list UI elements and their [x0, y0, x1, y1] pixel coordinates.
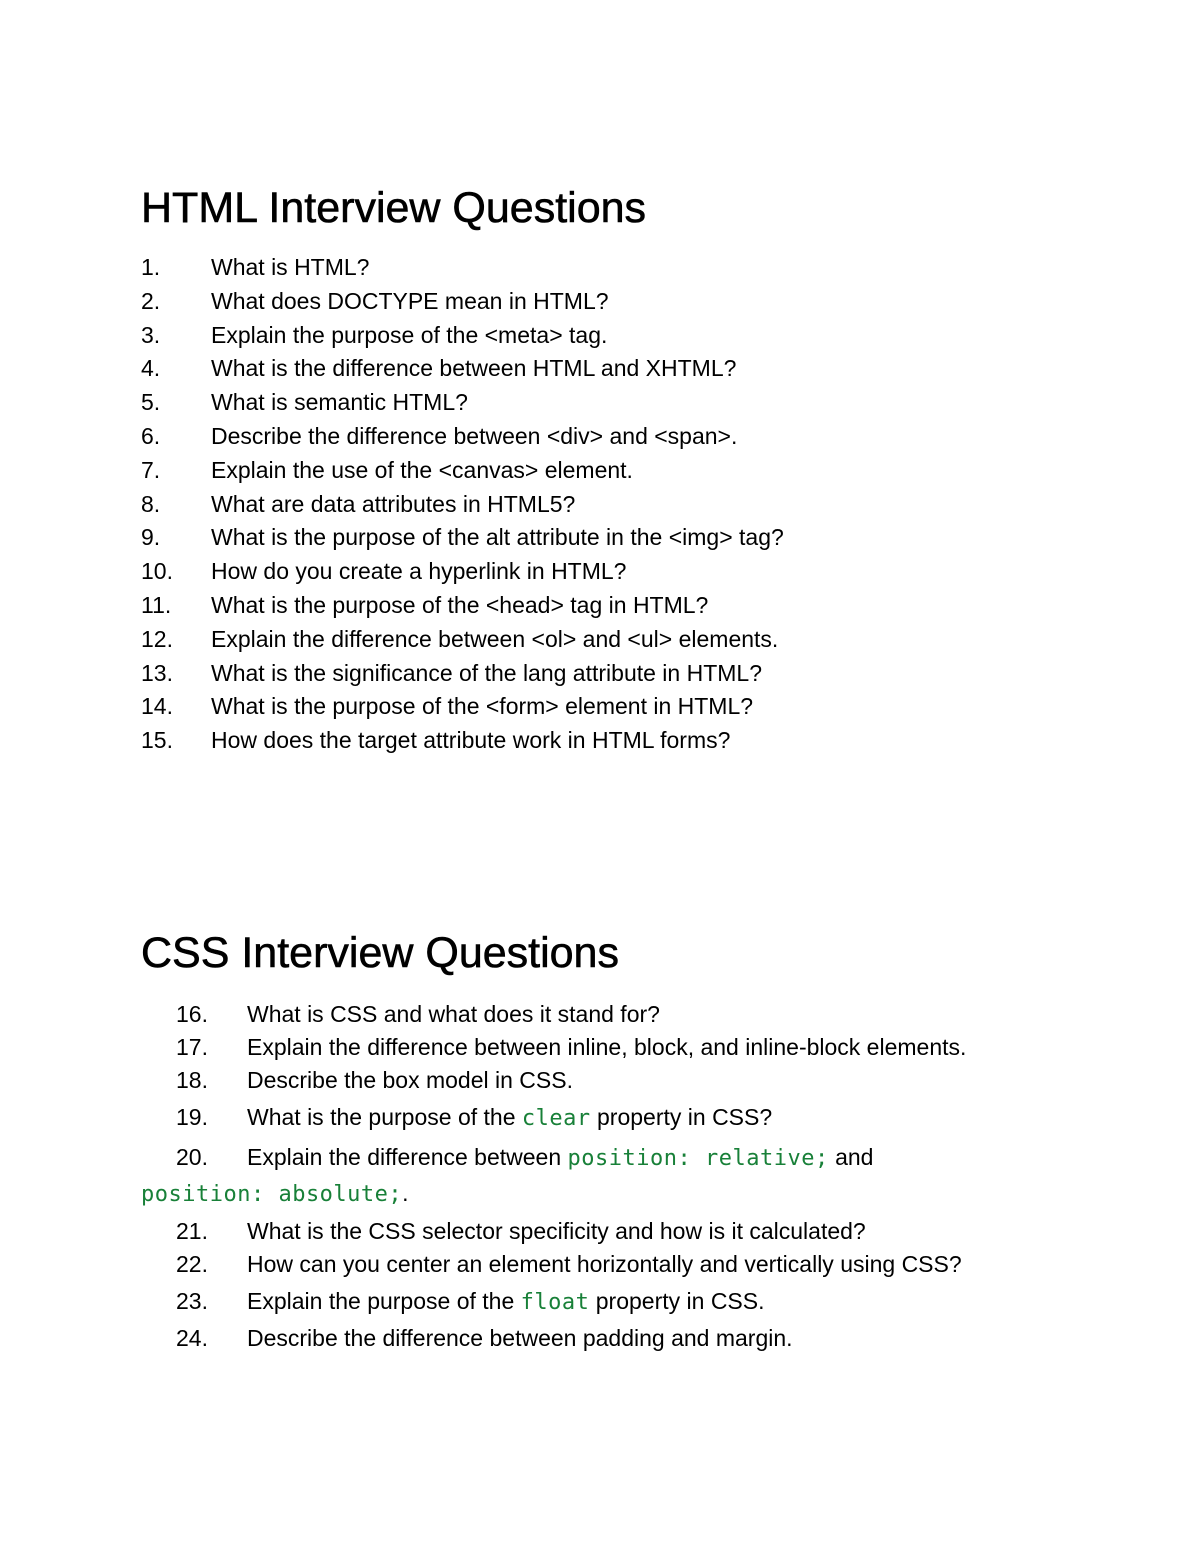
item-number: 1.: [141, 254, 161, 280]
list-item: [176, 1322, 1136, 1355]
list-item: [141, 556, 1141, 590]
item-text: What is semantic HTML?: [211, 389, 468, 416]
list-item: [141, 522, 1141, 556]
list-item: [141, 691, 1141, 725]
item-number: 12.: [141, 625, 173, 652]
list-item: [176, 1141, 1136, 1178]
item-text: How does the target attribute work in HTML forms?: [211, 727, 731, 754]
item-text: [247, 1101, 772, 1135]
list-item-continuation: [141, 1178, 1101, 1215]
item-number: 16.: [176, 1001, 208, 1027]
item-number: 11.: [141, 591, 172, 618]
item-number: 2.: [141, 287, 161, 314]
item-number: 13.: [141, 659, 173, 686]
html-question-list: [141, 252, 1141, 759]
item-text: Explain the use of the <canvas> element.: [211, 456, 633, 483]
item-text: Describe the box model in CSS.: [247, 1067, 573, 1093]
item-number: 24.: [176, 1325, 208, 1351]
html-section-title: HTML Interview Questions: [141, 184, 647, 232]
list-item: [176, 1031, 1136, 1064]
item-number: 15.: [141, 727, 173, 754]
item-text: What are data attributes in HTML5?: [211, 490, 576, 517]
list-item: [141, 624, 1141, 658]
css-question-list: [141, 998, 1136, 1355]
list-item: [141, 658, 1141, 692]
list-item: [141, 286, 1141, 320]
code-snippet: clear: [521, 1106, 591, 1131]
list-item: [141, 455, 1141, 489]
item-number: 14.: [141, 693, 173, 720]
item-text-after: .: [402, 1180, 409, 1206]
item-text-after: property in CSS.: [589, 1288, 765, 1314]
item-number: 6.: [141, 422, 161, 449]
list-item: [176, 1285, 1136, 1322]
item-number: 5.: [141, 389, 161, 416]
item-text: What is the purpose of the alt attribute in the <img> tag?: [211, 524, 784, 551]
list-item: [141, 320, 1141, 354]
item-number: 8.: [141, 490, 161, 517]
item-text: How can you center an element horizontally and vertically using CSS?: [247, 1251, 962, 1277]
item-number: 21.: [176, 1218, 208, 1244]
item-number: 20.: [176, 1144, 208, 1170]
item-text-before: What is the purpose of the: [247, 1104, 522, 1130]
item-number: 17.: [176, 1034, 208, 1060]
item-number: 18.: [176, 1067, 208, 1093]
item-number: 10.: [141, 558, 173, 585]
code-snippet: float: [520, 1290, 590, 1315]
list-item: [176, 998, 1136, 1031]
code-snippet: position: absolute;: [141, 1182, 403, 1207]
list-item: [141, 725, 1141, 759]
item-text: What is the significance of the lang attribute in HTML?: [211, 659, 763, 686]
item-text: Explain the difference between inline, block, and inline-block elements.: [247, 1034, 967, 1060]
item-text: What is the purpose of the <form> element in HTML?: [211, 693, 754, 720]
item-number: 3.: [141, 321, 161, 348]
item-number: 22.: [176, 1251, 208, 1277]
item-number: 9.: [141, 524, 161, 551]
item-number: 23.: [176, 1288, 208, 1314]
item-number: 4.: [141, 355, 161, 382]
list-item: [141, 590, 1141, 624]
item-text-before: Explain the purpose of the: [247, 1288, 521, 1314]
item-text: What is the purpose of the <head> tag in HTML?: [211, 591, 709, 618]
list-item: [141, 489, 1141, 523]
list-item: [141, 421, 1141, 455]
item-text: [247, 1141, 873, 1175]
item-text-after: property in CSS?: [590, 1104, 773, 1130]
item-text: Describe the difference between padding and margin.: [247, 1325, 793, 1351]
item-text: Explain the purpose of the <meta> tag.: [211, 321, 608, 348]
item-text-before: Explain the difference between: [247, 1144, 568, 1170]
css-section-title: CSS Interview Questions: [141, 929, 619, 977]
item-text-middle: and: [828, 1144, 874, 1170]
item-number: 7.: [141, 456, 161, 483]
item-text: What is the CSS selector specificity and how is it calculated?: [247, 1218, 866, 1244]
item-text: Explain the difference between <ol> and <ul> elements.: [211, 625, 779, 652]
list-item: [176, 1064, 1136, 1101]
list-item: [176, 1101, 1136, 1141]
code-snippet: position: relative;: [567, 1146, 829, 1171]
list-item: [141, 387, 1141, 421]
item-text: [247, 1285, 765, 1319]
item-text: What does DOCTYPE mean in HTML?: [211, 287, 609, 314]
item-text: What is CSS and what does it stand for?: [247, 1001, 660, 1027]
list-item: [141, 252, 1141, 286]
item-text: What is HTML?: [211, 254, 370, 280]
list-item: [176, 1248, 1136, 1285]
item-text: How do you create a hyperlink in HTML?: [211, 558, 627, 585]
item-text: What is the difference between HTML and XHTML?: [211, 355, 737, 382]
list-item: [141, 353, 1141, 387]
item-text: Describe the difference between <div> and <span>.: [211, 422, 738, 449]
item-number: 19.: [176, 1104, 208, 1130]
list-item: [176, 1215, 1136, 1248]
